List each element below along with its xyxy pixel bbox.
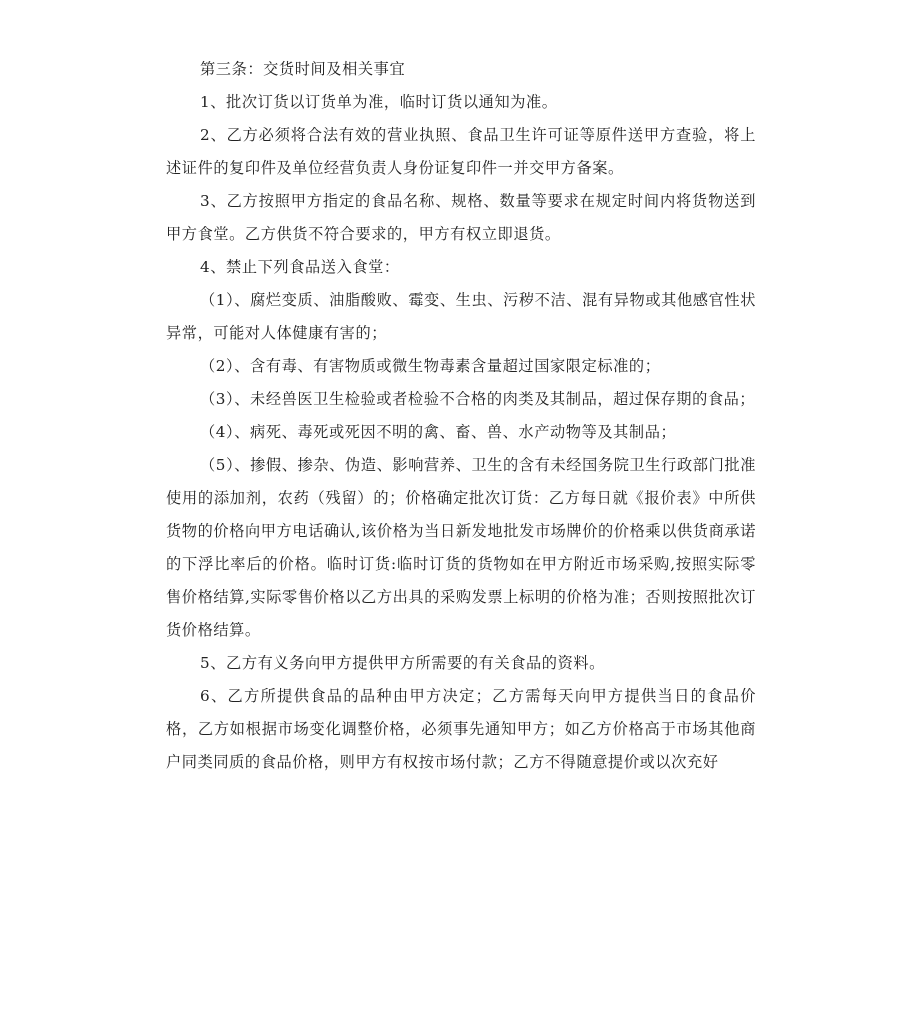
document-body: [166, 53, 756, 779]
paragraph-1: 1、批次订货以订货单为准，临时订货以通知为准。: [200, 93, 558, 111]
list-item-1: （1）、腐烂变质、油脂酸败、霉变、生虫、污秽不洁、混有异物或其他感官性状异常，可能对人体健康有害的；: [166, 291, 756, 342]
paragraph-3: 3、乙方按照甲方指定的食品名称、规格、数量等要求在规定时间内将货物送到甲方食堂。乙方供货不符合要求的，甲方有权立即退货。: [166, 192, 756, 243]
paragraph-6: 6、乙方所提供食品的品种由甲方决定；乙方需每天向甲方提供当日的食品价格，乙方如根据市场变化调整价格，必须事先通知甲方；如乙方价格高于市场其他商户同类同质的食品价格，则甲方有权按市场付款；乙方不得随意提价或以次充好: [166, 687, 756, 771]
list-item-3: （3）、未经兽医卫生检验或者检验不合格的肉类及其制品，超过保存期的食品；: [200, 390, 756, 408]
paragraph-5: 5、乙方有义务向甲方提供甲方所需要的有关食品的资料。: [200, 654, 605, 672]
list-item-5: （5）、掺假、掺杂、伪造、影响营养、卫生的含有未经国务院卫生行政部门批准使用的添加剂，农药（残留）的；价格确定批次订货：乙方每日就《报价表》中所供货物的价格向甲方电话确认,该价格为当日新发地批发市场牌价的价格乘以供货商承诺的下浮比率后的价格。临时订货:临时订货的货物如在甲方附近市场采购,按照实际零售价格结算,实际零售价格以乙方出具的采购发票上标明的价格为准；否则按照批次订货价格结算。: [166, 456, 756, 639]
paragraph-4: 4、禁止下列食品送入食堂：: [200, 258, 400, 276]
list-item-4: （4）、病死、毒死或死因不明的禽、畜、兽、水产动物等及其制品；: [200, 423, 677, 441]
paragraph-2: 2、乙方必须将合法有效的营业执照、食品卫生许可证等原件送甲方查验，将上述证件的复印件及单位经营负责人身份证复印件一并交甲方备案。: [166, 126, 756, 177]
section-heading: 第三条：交货时间及相关事宜: [200, 60, 406, 78]
list-item-2: （2）、含有毒、有害物质或微生物毒素含量超过国家限定标准的；: [200, 357, 661, 375]
